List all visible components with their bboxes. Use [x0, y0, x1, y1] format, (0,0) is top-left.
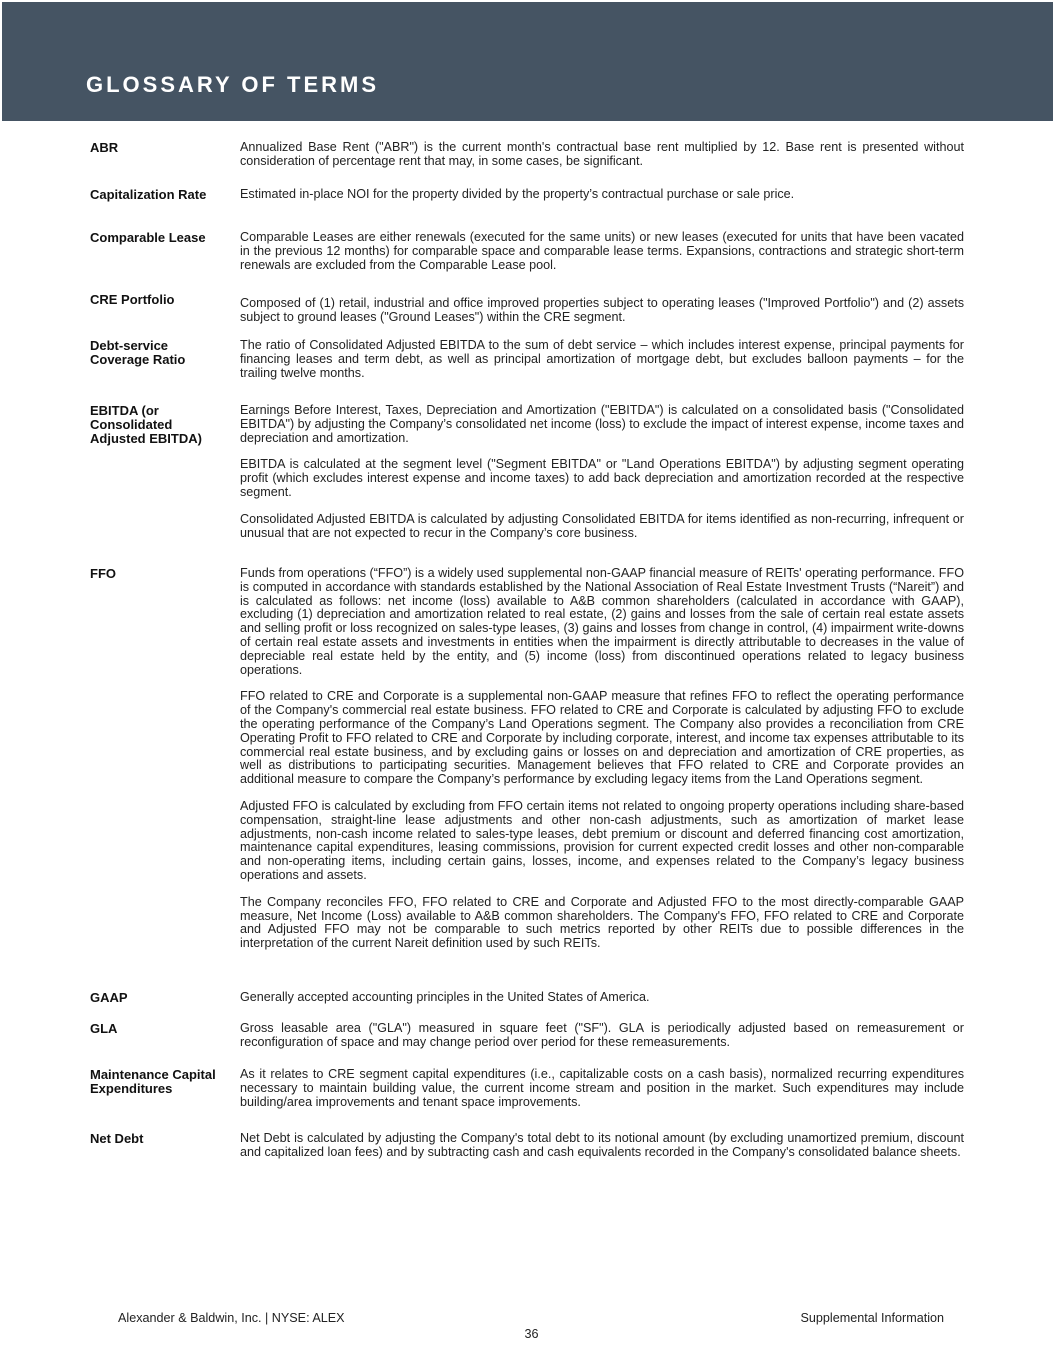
- term: ABR: [90, 140, 119, 155]
- definition: Earnings Before Interest, Taxes, Depreciation and Amortization ("EBITDA") is calculated on a consolidated basis ("Consolidated EBITDA") by adjusting the Company’s consolidated net income (loss) to exclude the impact of interest expense, income taxes and depreciation and amortization.: [240, 403, 964, 445]
- page-number: 36: [524, 1327, 539, 1341]
- definition: Adjusted FFO is calculated by excluding from FFO certain items not related to ongoing property operations including share-based compensation, straight-line lease adjustments and other non-cash adjustments, such as amortization of market lease adjustments, non-cash income related to sales-type leases, debt premium or discount and deferred financing cost amortization, maintenance capital expenditures, leasing commissions, provision for current expected credit losses and other non-comparable and non-operating items, including certain gains, losses, income, and expenses related to the Company’s legacy business operations and assets.: [240, 798, 964, 882]
- definition: EBITDA is calculated at the segment level ("Segment EBITDA" or "Land Operations EBITDA") by adjusting segment operating profit (which excludes interest expense and income taxes) to add back depreciation and amortization recorded at the respective segment.: [240, 457, 964, 499]
- definition: Composed of (1) retail, industrial and office improved properties subject to operating leases ("Improved Portfolio") and (2) assets subject to ground leases ("Ground Leases") within the CRE segment.: [240, 296, 964, 324]
- term: Capitalization Rate: [90, 187, 207, 202]
- definition: The Company reconciles FFO, FFO related to CRE and Corporate and Adjusted FFO to the most directly-comparable GAAP measure, Net Income (Loss) available to A&B common shareholders. The Company's FFO, FFO related to CRE and Corporate and Adjusted FFO may not be comparable to such metrics reported by other REITs due to possible differences in the interpretation of the current Nareit definition used by such REITs.: [240, 894, 964, 951]
- term: Maintenance Capital Expenditures: [90, 1067, 216, 1096]
- page-title: GLOSSARY OF TERMS: [86, 72, 380, 97]
- definition: Gross leasable area ("GLA") measured in square feet ("SF"). GLA is periodically adjusted based on remeasurement or reconfiguration of space and may change period over period for these remeasurements.: [240, 1021, 964, 1049]
- footer-section: Supplemental Information: [800, 1311, 944, 1325]
- definition: FFO related to CRE and Corporate is a supplemental non-GAAP measure that refines FFO to reflect the operating performance of the Company's commercial real estate business. FFO related to CRE and Corporate is calculated by adjusting FFO to exclude the operating performance of the Company’s Land Operations segment. The Company also provides a reconciliation from CRE Operating Profit to FFO related to CRE and Corporate by including corporate, interest, and income tax expenses attributable to its commercial real estate business, and by excluding gains or losses on and depreciation and amortization of CRE properties, as well as distributions to participating securities. Management believes that FFO related to CRE and Corporate provides an additional measure to compare the Company’s performance by excluding legacy items from the Land Operations segment.: [240, 689, 964, 787]
- term: Net Debt: [90, 1131, 144, 1146]
- term: Comparable Lease: [90, 230, 206, 245]
- term: GAAP: [90, 990, 128, 1005]
- definition: Funds from operations (“FFO”) is a widely used supplemental non-GAAP financial measure of REITs' operating performance. FFO is computed in accordance with standards established by the National Association of Real Estate Investment Trusts (“Nareit”) and is calculated as follows: net income (loss) available to A&B common shareholders (calculated in accordance with GAAP), excluding (1) depreciation and amortization related to real estate, (2) gains and losses from the sale of certain real estate assets and selling profit or loss recognized on sales-type leases, (3) gains and losses from change in control, (4) impairment write-downs of certain real estate assets and investments in entities when the impairment is directly attributable to decreases in the value of depreciable real estate held by the entity, and (5) income (loss) from discontinued operations related to legacy business operations.: [240, 566, 964, 677]
- definition: Generally accepted accounting principles in the United States of America.: [240, 990, 650, 1004]
- term: EBITDA (or Consolidated Adjusted EBITDA): [90, 403, 202, 446]
- term: FFO: [90, 566, 116, 581]
- footer-company: Alexander & Baldwin, Inc. | NYSE: ALEX: [118, 1311, 345, 1325]
- definition: Consolidated Adjusted EBITDA is calculated by adjusting Consolidated EBITDA for items identified as non-recurring, infrequent or unusual that are not expected to recur in the Company’s core business.: [240, 511, 964, 540]
- definition: Comparable Leases are either renewals (executed for the same units) or new leases (executed for units that have been vacated in the previous 12 months) for comparable space and comparable lease terms. Expansions, contractions and strategic short-term renewals are excluded from the Comparable Lease pool.: [240, 230, 964, 272]
- term: CRE Portfolio: [90, 292, 175, 307]
- header-banner: [2, 2, 1053, 121]
- term: Debt-service Coverage Ratio: [90, 338, 186, 367]
- definition: As it relates to CRE segment capital expenditures (i.e., capitalizable costs on a cash basis), normalized recurring expenditures necessary to maintain building value, the current income stream and position in the market. Such expenditures may include building/area improvements and tenant space improvements.: [240, 1067, 964, 1109]
- term: GLA: [90, 1021, 118, 1036]
- definition: Estimated in-place NOI for the property divided by the property’s contractual purchase or sale price.: [240, 187, 795, 201]
- definition: The ratio of Consolidated Adjusted EBITDA to the sum of debt service – which includes interest expense, principal payments for financing leases and term debt, as well as principal amortization of mortgage debt, but excludes balloon payments – for the trailing twelve months.: [240, 338, 964, 380]
- definition: Net Debt is calculated by adjusting the Company's total debt to its notional amount (by excluding unamortized premium, discount and capitalized loan fees) and by subtracting cash and cash equivalents recorded in the Company's consolidated balance sheets.: [240, 1131, 964, 1159]
- definition: Annualized Base Rent ("ABR") is the current month's contractual base rent multiplied by 12. Base rent is presented without consideration of percentage rent that may, in some cases, be significant.: [240, 140, 964, 168]
